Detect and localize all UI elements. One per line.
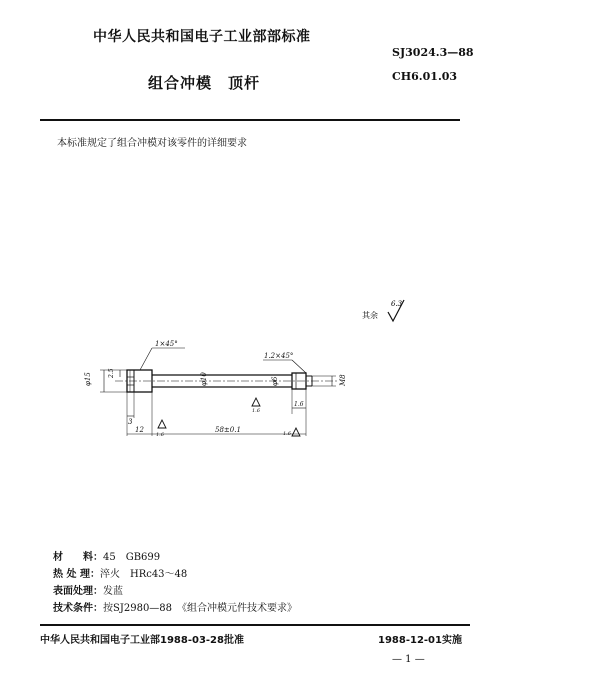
spec-label: 技术条件： bbox=[53, 603, 103, 614]
scope-statement: 本标准规定了组合冲模对该零件的详细要求 bbox=[57, 138, 247, 149]
spec-label: 热 处 理： bbox=[53, 569, 100, 580]
standard-number: SJ3024.3—88 bbox=[392, 46, 474, 59]
spec-value: 发蓝 bbox=[103, 586, 123, 597]
spec-surface-treatment bbox=[53, 582, 123, 597]
roughness-label: 其余 bbox=[362, 311, 378, 320]
spec-technical-conditions bbox=[53, 599, 297, 614]
chamfer-right: 1.2×45° bbox=[264, 352, 294, 360]
spec-value: 淬火 HRc43～48 bbox=[99, 569, 188, 580]
footer-rule bbox=[40, 624, 470, 626]
header-rule bbox=[40, 119, 460, 121]
dim-phi15: φ15 bbox=[84, 372, 92, 386]
roughness-value: 6.3 bbox=[391, 300, 403, 308]
surface-value-thread: 1.6 bbox=[283, 431, 291, 437]
chamfer-left: 1×45° bbox=[155, 340, 178, 348]
roughness-note bbox=[362, 296, 422, 330]
ejector-pin-drawing bbox=[80, 336, 370, 455]
spec-value: 按SJ2980—88 《组合冲模元件技术要求》 bbox=[103, 603, 298, 614]
surface-mark-thread-icon bbox=[292, 428, 300, 436]
standard-code: CH6.01.03 bbox=[392, 70, 458, 83]
spec-value: 45 GB699 bbox=[103, 552, 161, 563]
spec-label: 表面处理： bbox=[53, 586, 103, 597]
dim-2-5: 2.5 bbox=[108, 368, 115, 378]
dim-phi6: φ6 bbox=[271, 376, 279, 386]
dim-3: 3 bbox=[128, 418, 133, 426]
dim-12: 12 bbox=[135, 426, 144, 434]
surface-mark-shaft-icon bbox=[252, 398, 260, 406]
spec-label: 材 料： bbox=[53, 552, 103, 563]
page-number: — 1 — bbox=[392, 654, 425, 665]
spec-material bbox=[53, 548, 160, 563]
implementation-date: 1988-12-01实施 bbox=[378, 635, 462, 646]
surface-mark-head-icon bbox=[158, 420, 166, 428]
document-title: 组合冲模 顶杆 bbox=[148, 74, 261, 92]
dim-phi10: φ10 bbox=[200, 372, 208, 386]
surface-value-head: 1.6 bbox=[156, 432, 164, 438]
dim-1-6: 1.6 bbox=[294, 401, 304, 408]
approval-line: 中华人民共和国电子工业部1988-03-28批准 bbox=[40, 635, 244, 646]
dim-58: 58±0.1 bbox=[215, 426, 241, 434]
spec-heat-treatment bbox=[53, 565, 187, 580]
surface-value-shaft: 1.6 bbox=[252, 408, 260, 414]
dim-m8: M8 bbox=[339, 374, 347, 386]
ministry-standard-header: 中华人民共和国电子工业部部标准 bbox=[93, 29, 311, 45]
